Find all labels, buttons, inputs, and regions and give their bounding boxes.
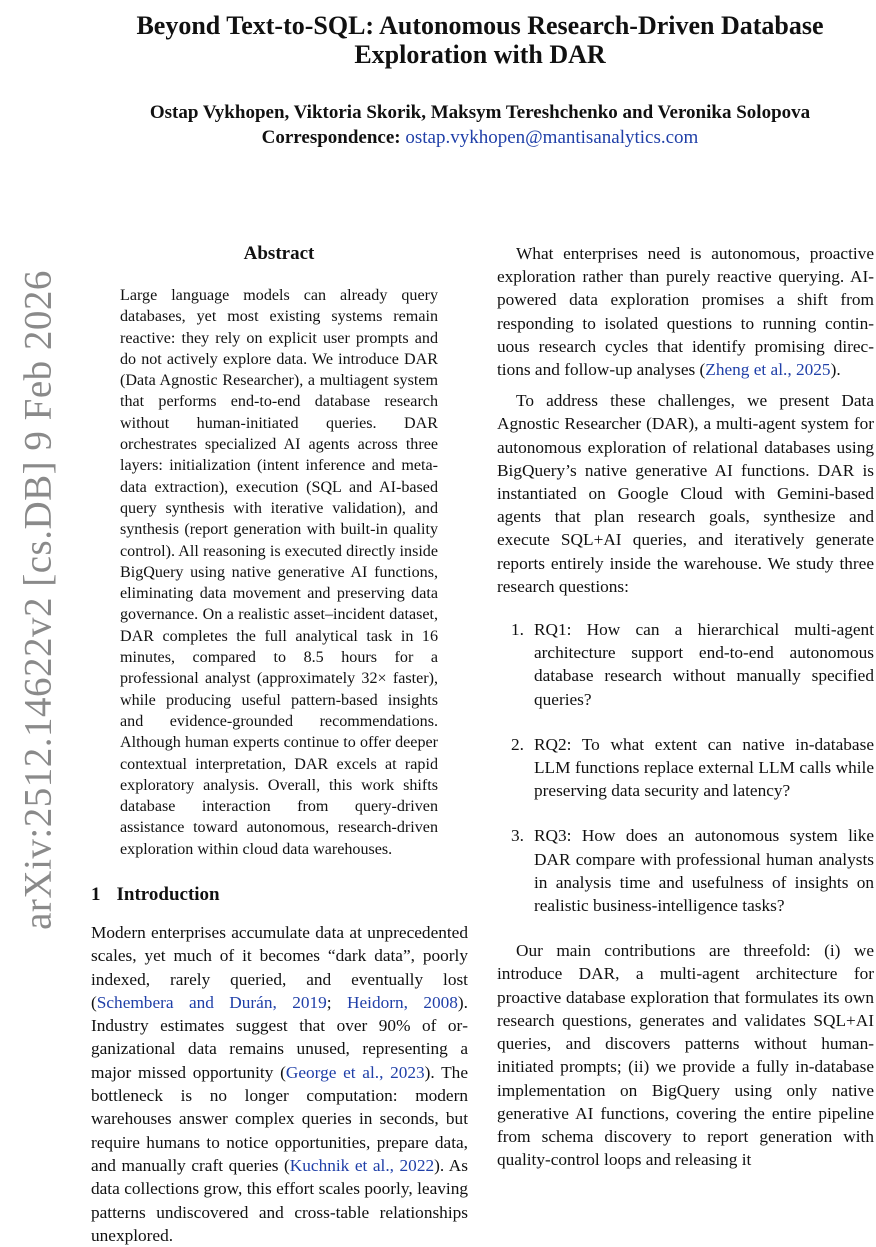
section-title: Introduction [116,884,220,905]
citation-link[interactable]: Kuchnik et al., 2022 [289,1155,435,1175]
intro-paragraph-3: To address these challenges, we present Data Agnostic Researcher (DAR), a multi-agent system for autonomous exploration of relational databases using BigQuery’s native generative AI functions. DAR is instantiated on Google Cloud with Gemini-based agents that plan research goals, synthesize and execute SQL+AI queries, and iteratively generate reports entirely inside the warehouse. We study three research questions: [497,391,874,596]
right-column [497,242,874,1179]
citation-link[interactable]: Heidorn, 2008 [347,992,458,1012]
intro-text: ). Industry estimates suggest that over 90% of organizational data remains unused, representing a major missed opportunity ( [91,992,468,1082]
intro-paragraph-1 [91,921,468,1247]
list-marker: 2. [511,734,524,754]
list-marker: 3. [511,826,524,846]
arxiv-identifier-stamp: arXiv:2512.14622v2 [cs.DB] 9 Feb 2026 [16,270,60,930]
list-marker: 1. [511,620,524,640]
citation-link[interactable]: Zheng et al., 2025 [705,360,831,380]
section-heading-introduction [91,884,220,906]
abstract-body: Large language models can already query databases, yet most existing systems remain reactive: they rely on explicit user prompts and do not actively explore data. We introduce DAR (Data Agnostic Researcher), a multiagent system that performs end-to-end database research without human-initiated queries. DAR orchestrates specialized AI agents across three layers: initialization (intent inference and metadata extraction), execution (SQL and AI-based query synthesis with iterative validation), and synthesis (report generation with built-in quality control). All reasoning is executed directly inside BigQuery using native generative AI functions, eliminating data movement and preserving data governance. On a realistic asset–incident dataset, DAR completes the full analytical task in 16 minutes, compared to 8.5 hours for a professional analyst (approximately 32× faster), while producing useful pattern-based insights and evidence-grounded recommendations. Although human experts continue to offer deeper contextual interpretation, DAR excels at rapid exploratory analysis. Overall, this work shifts database interaction from query-driven assistance toward autonomous, research-driven exploration within cloud data warehouses. [120,287,438,858]
list-item [497,733,874,803]
citation-link[interactable]: George et al., 2023 [285,1062,425,1082]
intro-text: Modern enterprises accumulate data at unprecedented scales, yet much of it becomes “dark data”, poorly indexed, rarely queried, and eventually lost ( [91,923,468,1012]
list-item [497,618,874,711]
intro-text: ; [326,992,347,1012]
research-questions-list [497,618,874,917]
intro-paragraph-4: Our main contributions are threefold: (i) we introduce DAR, a multi-agent architecture for proactive database exploration that formulates its own research questions, generates and validates SQL+AI queries, and discovers patterns without human-initiated prompts; (ii) we provide a fully in-database implementation on BigQuery using only native generative AI functions, covering the entire pipeline from schema discovery to report generation with quality-control loops and releasing it [497,941,874,1170]
intro-text: ). The bottleneck is no longer computation: modern warehouses answer complex queries in seconds, but require humans to notice opportunities, prepare data, and manually craft queries ( [91,1062,468,1175]
list-item-text: RQ3: How does an autonomous system like DAR compare with professional human analysts in analysis time and usefulness of insights on realistic business-intelligence tasks? [534,826,874,916]
paper-title: Beyond Text-to-SQL: Autonomous Research-Driven Database Exploration with DAR [136,11,824,70]
correspondence-line [80,126,876,150]
intro-text: ). [830,360,841,380]
list-item [497,824,874,917]
intro-paragraph-2 [497,242,874,381]
abstract-heading: Abstract [243,243,315,264]
list-item-text: RQ2: To what extent can native in-database LLM functions replace external LLM calls while preserving data security and latency? [534,734,874,801]
intro-text-continued: ). As data collections grow, this effort scales poorly, leaving patterns undiscovered and cross-table relationships unexplored. [91,1155,468,1245]
list-item-text: RQ1: How can a hierarchical multi-agent architecture support end-to-end autonomous database research without manually specified queries? [534,620,874,709]
correspondence-label: Correspondence: [261,127,401,148]
correspondence-email-link[interactable]: ostap.vykhopen@mantisanalytics.com [405,127,699,148]
author-list: Ostap Vykhopen, Viktoria Skorik, Maksym Tereshchenko and Veronika Solopova [149,102,811,123]
section-number: 1 [91,884,101,905]
intro-text: What enterprises need is autonomous, proactive exploration rather than purely reactive querying. AI-powered data exploration promises a shift from responding to isolated questions to running continuous research cycles that identify promising directions and follow-up analyses ( [497,244,874,380]
citation-link[interactable]: Schembera and Durán, 2019 [96,992,327,1012]
